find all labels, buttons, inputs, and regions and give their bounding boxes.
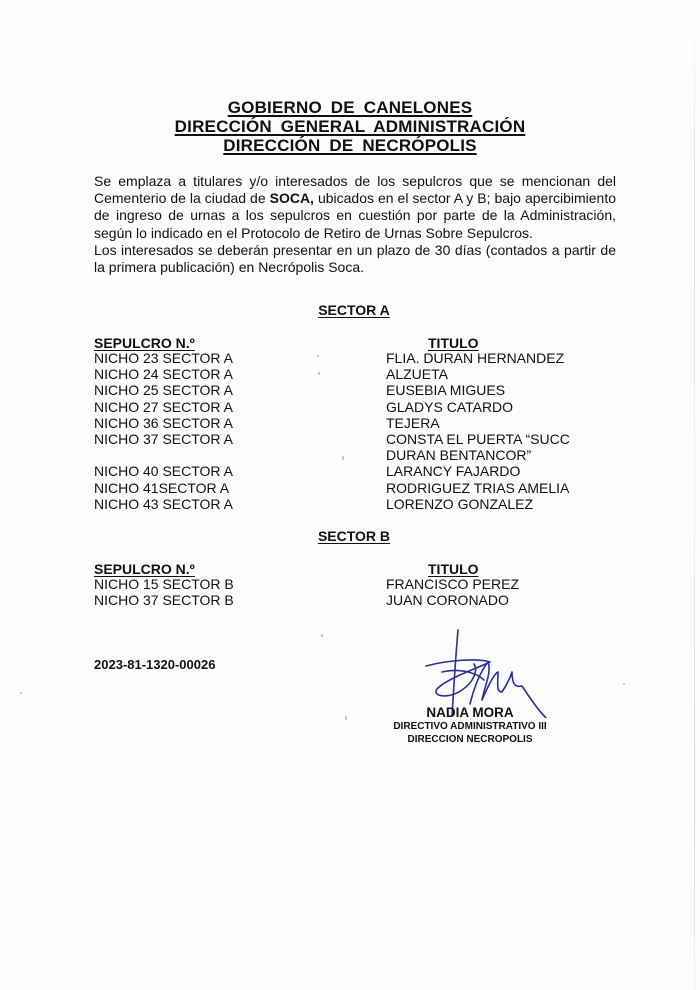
- list-item: NICHO 40 SECTOR A: [94, 463, 234, 480]
- sector-b-sepulcro-header: SEPULCRO N.º: [94, 561, 195, 577]
- header-line-government: [0, 98, 700, 117]
- signatory-role: DIRECTIVO ADMINISTRATIVO III: [393, 721, 547, 732]
- sector-a-sepulcro-list: [94, 350, 233, 512]
- header-necropolis-text: DIRECCIÓN DE NECRÓPOLIS: [223, 136, 477, 155]
- signature-stroke: [452, 630, 458, 716]
- reference-number: 2023-81-1320-00026: [94, 657, 216, 672]
- list-item: TEJERA: [386, 414, 440, 431]
- scan-speck: [317, 355, 319, 357]
- city-name-bold: SOCA,: [269, 190, 314, 207]
- header-government-text: GOBIERNO DE CANELONES: [227, 98, 473, 117]
- list-item: NICHO 27 SECTOR A: [94, 398, 234, 415]
- list-item: DURAN BENTANCOR”: [386, 447, 532, 464]
- notice-paragraph-1: [94, 173, 616, 242]
- sector-b-sepulcro-list: [94, 576, 234, 608]
- sector-b-titulo-list: [386, 576, 519, 608]
- sector-a-titulo-header: TITULO: [428, 335, 479, 351]
- notice-body: [94, 173, 616, 276]
- list-item: NICHO 36 SECTOR A: [94, 414, 234, 431]
- header-direction-general-text: DIRECCIÓN GENERAL ADMINISTRACIÓN: [174, 117, 526, 136]
- document-header: [0, 98, 700, 155]
- header-line-necropolis: [0, 136, 700, 155]
- scan-speck: [345, 716, 347, 720]
- list-item: LORENZO GONZALEZ: [386, 495, 534, 512]
- notice-p1-start: Se emplaza a titulares y/o interesados de los sepulcros que se mencionan del Cementerio de la ciudad de: [94, 173, 616, 207]
- list-item-spacer: [94, 447, 233, 463]
- scan-speck: [342, 456, 344, 460]
- notice-p1-end: ubicados en el sector A y B; bajo apercibimiento de ingreso de urnas a los sepulcros en cuestión por parte de la Administración, según lo indicado en el Protocolo de Retiro de Urnas Sobre Sepulcros.: [94, 190, 617, 241]
- list-item: NICHO 23 SECTOR A: [94, 350, 234, 366]
- scan-speck: [321, 634, 323, 637]
- list-item: CONSTA EL PUERTA “SUCC: [386, 431, 570, 448]
- scan-speck: [20, 692, 22, 694]
- header-line-direction-general: [0, 117, 700, 136]
- list-item: ALZUETA: [386, 366, 448, 383]
- list-item: NICHO 43 SECTOR A: [94, 495, 234, 512]
- sector-b-title: SECTOR B: [317, 528, 391, 544]
- list-item: FRANCISCO PEREZ: [386, 576, 520, 592]
- list-item: LARANCY FAJARDO: [386, 463, 521, 480]
- scan-speck: [623, 683, 625, 685]
- sector-a-titulo-list: [386, 350, 570, 512]
- sector-a-sepulcro-header: SEPULCRO N.º: [94, 335, 195, 351]
- list-item: EUSEBIA MIGUES: [386, 382, 506, 399]
- scan-speck: [318, 372, 320, 375]
- signatory-name: NADIA MORA: [426, 705, 514, 720]
- list-item: NICHO 37 SECTOR B: [94, 592, 234, 609]
- list-item: NICHO 15 SECTOR B: [94, 576, 234, 592]
- list-item: JUAN CORONADO: [386, 592, 509, 609]
- list-item: FLIA. DURAN HERNANDEZ: [386, 350, 565, 366]
- sector-a-title: SECTOR A: [318, 302, 390, 318]
- sector-b-titulo-header: TITULO: [428, 561, 479, 577]
- list-item: NICHO 24 SECTOR A: [94, 366, 234, 383]
- list-item: NICHO 25 SECTOR A: [94, 382, 234, 399]
- signatory-block: [380, 705, 560, 746]
- list-item: RODRIGUEZ TRIAS AMELIA: [386, 479, 570, 496]
- list-item: GLADYS CATARDO: [386, 398, 514, 415]
- notice-paragraph-2: Los interesados se deberán presentar en un plazo de 30 días (contados a partir de la primera publicación) en Necrópolis Soca.: [94, 241, 616, 276]
- list-item: NICHO 37 SECTOR A: [94, 431, 234, 448]
- list-item: NICHO 41SECTOR A: [94, 479, 230, 496]
- signatory-department: DIRECCION NECROPOLIS: [407, 734, 533, 745]
